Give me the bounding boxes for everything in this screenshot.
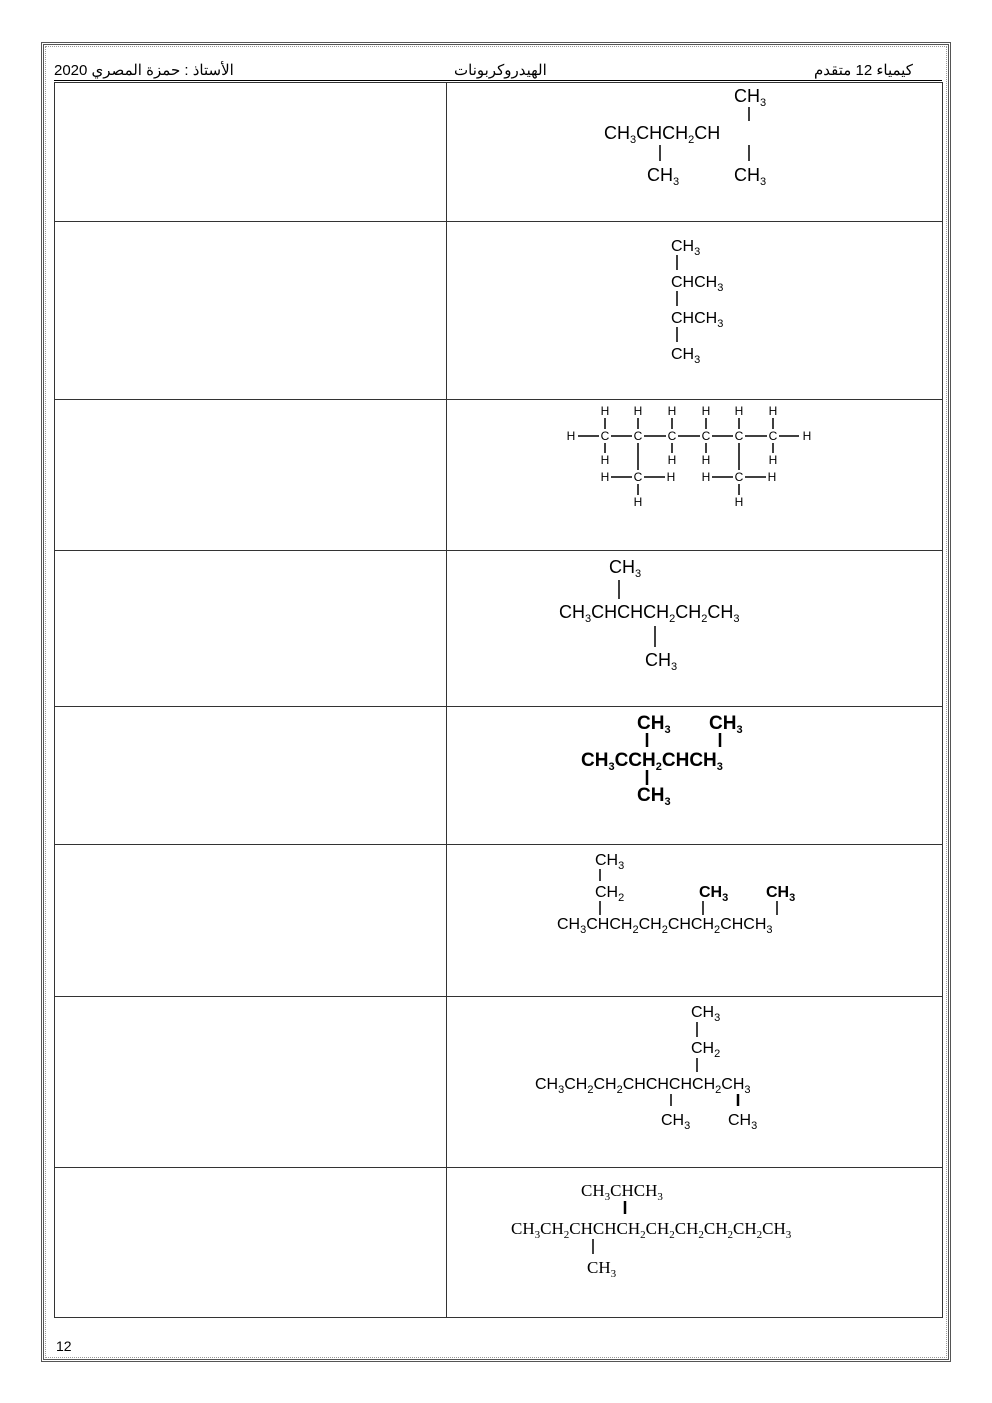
exercise-table [54,82,943,1318]
svg-text:CH3CH2CHCHCH2CH2CH2CH2CH2CH3: $CH_3CH_2CHCHCH_2CH_2CH_2CH_2CH_2CH_3$ [511,1219,792,1241]
hydrogen-atom: H [767,470,777,484]
formula-cell [447,997,943,1168]
carbon-atom: C [734,470,744,484]
svg-text:CH3: $CH_3$ [734,165,767,188]
hydrogen-atom: H [600,453,610,467]
svg-text:CHCH3: $CHCH_3$ [671,310,724,330]
header-rule [54,80,942,81]
svg-text:CH3: $CH_3$ [661,1112,691,1132]
formula-cell [447,222,943,400]
svg-text:CH3: $CH_3$ [595,852,625,872]
topic-title: الهيدروكربونات [454,62,547,79]
carbon-atom: C [768,429,778,443]
hydrogen-atom: H [566,429,576,443]
answer-cell[interactable] [55,222,447,400]
formula-cell [447,83,943,222]
svg-text:CH3: $CH_3$ [671,346,701,366]
carbon-atom: C [600,429,610,443]
hydrogen-atom: H [600,470,610,484]
carbon-atom: C [633,429,643,443]
svg-text:CH3CHCHCH2CH2CH3: $CH_3CHCHCH_2CH_2CH_3$ [559,602,740,625]
hydrogen-atom: H [734,404,744,418]
structural-formula [447,1168,943,1317]
table-row [55,83,943,222]
formula-cell [447,1168,943,1318]
svg-text:CH2: $CH_2$ [595,884,625,904]
svg-text:CH3CH2CH2CHCHCHCH2CH3: $CH_3CH_2CH_2CHCHCHCH_2CH_3$ [535,1076,751,1096]
hydrogen-atom: H [667,404,677,418]
svg-text:CH3CHCH2CH: $CH_3CHCH_2CH$ [604,123,721,146]
table-row [55,1168,943,1318]
answer-cell[interactable] [55,707,447,845]
answer-cell[interactable] [55,997,447,1168]
course-title: كيمياء 12 متقدم [814,62,913,79]
svg-text:CH2: $CH_2$ [691,1040,721,1060]
svg-text:CH3CHCH2CH2CHCH2CHCH3: $CH_3CHCH_2CH_2CHCH_2CHCH_3$ [557,916,773,936]
table-row [55,400,943,551]
svg-text:CH3CCH2CHCH3: $CH_3CCH_2CHCH_3$ [581,750,723,773]
hydrogen-atom: H [701,470,711,484]
svg-text:CH3: $CH_3$ [709,713,743,736]
table-row [55,845,943,997]
svg-text:CH3CHCH3: $CH_3CHCH_3$ [581,1181,663,1203]
carbon-atom: C [667,429,677,443]
answer-cell[interactable] [55,551,447,707]
svg-text:CH3: $CH_3$ [734,86,767,109]
svg-text:CH3: $CH_3$ [699,884,729,904]
svg-text:CH3: $CH_3$ [645,650,678,673]
structural-formula [447,83,943,221]
hydrogen-atom: H [633,495,643,509]
svg-text:CHCH3: $CHCH_3$ [671,274,724,294]
hydrogen-atom: H [701,404,711,418]
structural-formula [447,222,943,399]
formula-cell [447,707,943,845]
svg-text:CH3: $CH_3$ [609,557,642,580]
answer-cell[interactable] [55,1168,447,1318]
hydrogen-atom: H [666,470,676,484]
table-row [55,997,943,1168]
answer-cell[interactable] [55,400,447,551]
svg-text:CH3: $CH_3$ [637,713,671,736]
teacher-name: الأستاذ : حمزة المصري 2020 [54,62,234,79]
structural-formula [447,400,943,550]
table-row [55,707,943,845]
svg-text:CH3: $CH_3$ [728,1112,758,1132]
hydrogen-atom: H [768,404,778,418]
hydrogen-atom: H [633,404,643,418]
hydrogen-atom: H [734,495,744,509]
answer-cell[interactable] [55,845,447,997]
hydrogen-atom: H [768,453,778,467]
svg-text:CH3: $CH_3$ [691,1004,721,1024]
structural-formula [447,551,943,706]
svg-text:CH3: $CH_3$ [587,1258,617,1280]
hydrogen-atom: H [802,429,812,443]
structural-formula [447,707,943,844]
hydrogen-atom: H [667,453,677,467]
table-row [55,551,943,707]
hydrogen-atom: H [600,404,610,418]
hydrogen-atom: H [701,453,711,467]
structural-formula [447,845,943,996]
structural-formula [447,997,943,1167]
carbon-atom: C [734,429,744,443]
svg-text:CH3: $CH_3$ [647,165,680,188]
svg-text:CH3: $CH_3$ [766,884,796,904]
answer-cell[interactable] [55,83,447,222]
table-row [55,222,943,400]
carbon-atom: C [701,429,711,443]
page-number: 12 [56,1338,72,1354]
svg-text:CH3: $CH_3$ [671,238,701,258]
formula-cell [447,845,943,997]
svg-text:CH3: $CH_3$ [637,785,671,808]
formula-cell [447,551,943,707]
carbon-atom: C [633,470,643,484]
formula-cell [447,400,943,551]
